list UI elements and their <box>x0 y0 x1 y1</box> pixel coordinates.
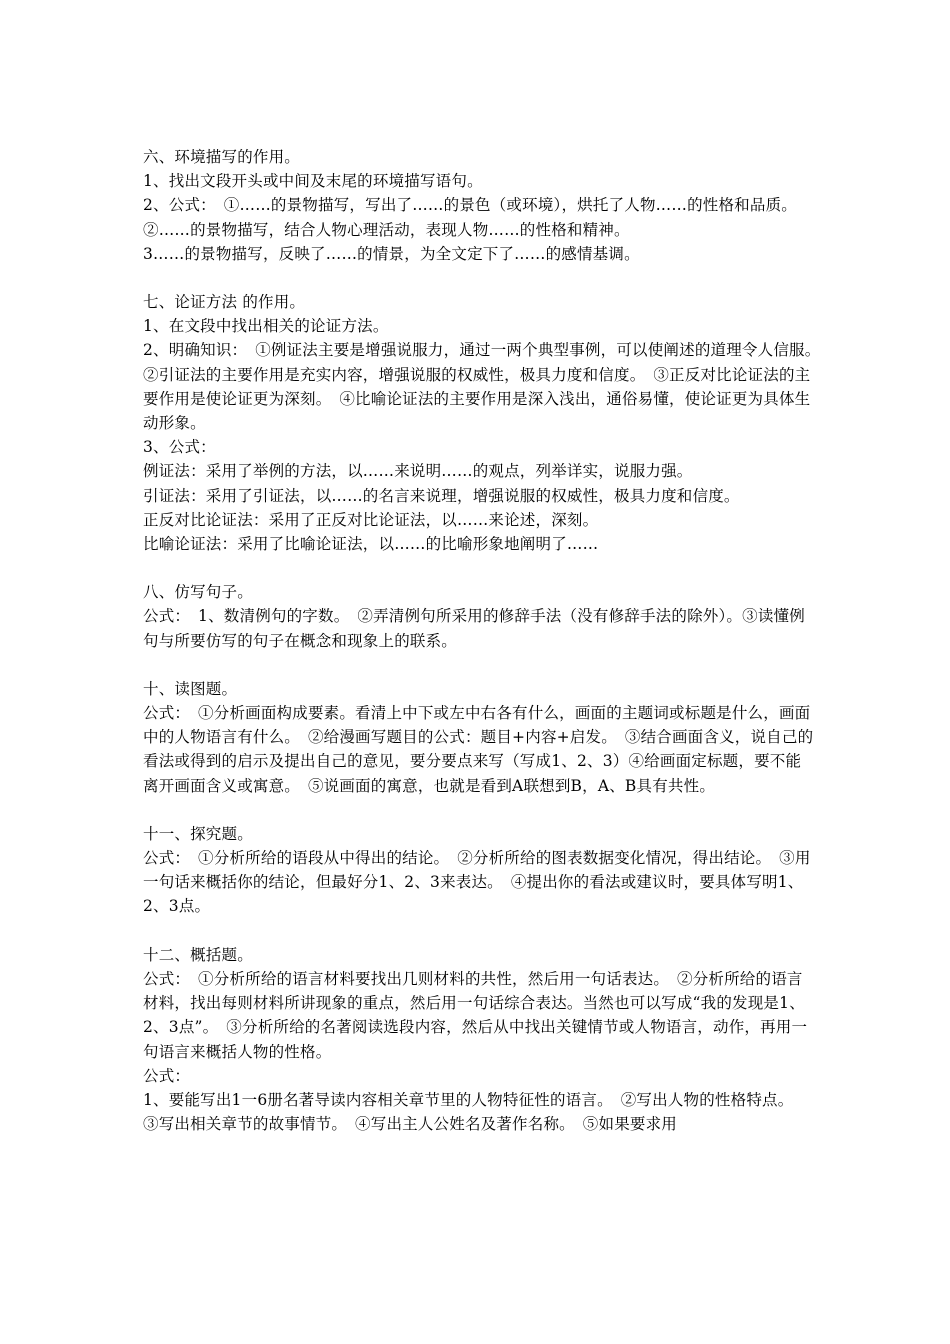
paragraph: 3、公式： <box>143 438 216 457</box>
section-spacer <box>143 266 815 290</box>
section-spacer <box>143 556 815 580</box>
paragraph: 2、明确知识： ①例证法主要是增强说服力，通过一两个典型事例，可以使阐述的道理令人信服。 ②引证法的主要作用是充实内容，增强说服的权威性，极具力度和信度。 ③正反对比论证法的主要作用是使论证更为深刻。 ④比喻论证法的主要作用是深入浅出，通俗易懂，使论证更为具体生动形象。 <box>143 341 829 433</box>
section-imitate-sentences <box>143 580 815 653</box>
paragraph: 比喻论证法：采用了比喻论证法，以……的比喻形象地阐明了…… <box>143 535 599 554</box>
section-heading: 十、读图题。 <box>143 679 238 698</box>
section-spacer <box>143 653 815 677</box>
section-picture-reading <box>143 677 815 798</box>
section-argument-methods <box>143 290 829 556</box>
section-spacer <box>143 919 815 943</box>
section-heading: 八、仿写句子。 <box>143 583 253 602</box>
paragraph: 例证法：采用了举例的方法，以……来说明……的观点，列举详实，说服力强。 <box>143 462 693 481</box>
paragraph: 1、找出文段开头或中间及末尾的环境描写语句。 <box>143 172 483 191</box>
paragraph: 正反对比论证法：采用了正反对比论证法，以……来论述，深刻。 <box>143 510 599 529</box>
paragraph: 公式： ①分析所给的语言材料要找出几则材料的共性，然后用一句话表达。 ②分析所给的语言材料，找出每则材料所讲现象的重点，然后用一句话综合表达。当然也可以写成“我的发现是1、2、3点”。 ③分析所给的名著阅读选段内容，然后从中找出关键情节或人物语言，动作，再用一句语言来概括人物的性格。 <box>143 969 808 1061</box>
paragraph: 1、在文段中找出相关的论证方法。 <box>143 317 389 336</box>
paragraph: 公式： ①分析画面构成要素。看清上中下或左中右各有什么，画面的主题词或标题是什么，画面中的人物语言有什么。 ②给漫画写题目的公式：题目+内容+启发。 ③结合画面含义，说自己的看法或得到的启示及提出自己的意见，要分要点来写（写成1、2、3）④给画面定标题，要不能离开画面含义或寓意。 ⑤说画面的寓意，也就是看到A联想到B，A、B具有共性。 <box>143 704 814 795</box>
paragraph: 公式： ①分析所给的语段从中得出的结论。 ②分析所给的图表数据变化情况，得出结论。 ③用一句话来概括你的结论，但最好分1、2、3来表达。 ④提出你的看法或建议时，要具体写明1、2、3点。 <box>143 849 811 916</box>
paragraph: 引证法：采用了引证法，以……的名言来说理，增强说服的权威性，极具力度和信度。 <box>143 486 740 505</box>
section-exploration <box>143 822 815 919</box>
document-page <box>143 145 829 1136</box>
section-spacer <box>143 798 815 822</box>
section-heading: 十一、探究题。 <box>143 824 253 843</box>
section-heading: 十二、概括题。 <box>143 945 253 964</box>
paragraph: 公式： 1、数清例句的字数。 ②弄清例句所采用的修辞手法（没有修辞手法的除外）。③读懂例句与所要仿写的句子在概念和现象上的联系。 <box>143 607 805 650</box>
section-heading: 六、环境描写的作用。 <box>143 148 301 166</box>
section-summary <box>143 943 815 1137</box>
section-environment-description <box>143 145 815 266</box>
paragraph: 1、要能写出1一6册名著导读内容相关章节里的人物特征性的语言。 ②写出人物的性格特点。 ③写出相关章节的故事情节。 ④写出主人公姓名及著作名称。 ⑤如果要求用 <box>143 1090 802 1134</box>
paragraph: 2、公式： ①……的景物描写，写出了……的景色（或环境），烘托了人物……的性格和品质。 ②……的景物描写，结合人物心理活动，表现人物……的性格和精神。 <box>143 196 805 239</box>
paragraph: 公式： <box>143 1066 191 1085</box>
paragraph: 3……的景物描写，反映了……的情景，为全文定下了……的感情基调。 <box>143 244 640 263</box>
section-heading: 七、论证方法 的作用。 <box>143 293 306 312</box>
